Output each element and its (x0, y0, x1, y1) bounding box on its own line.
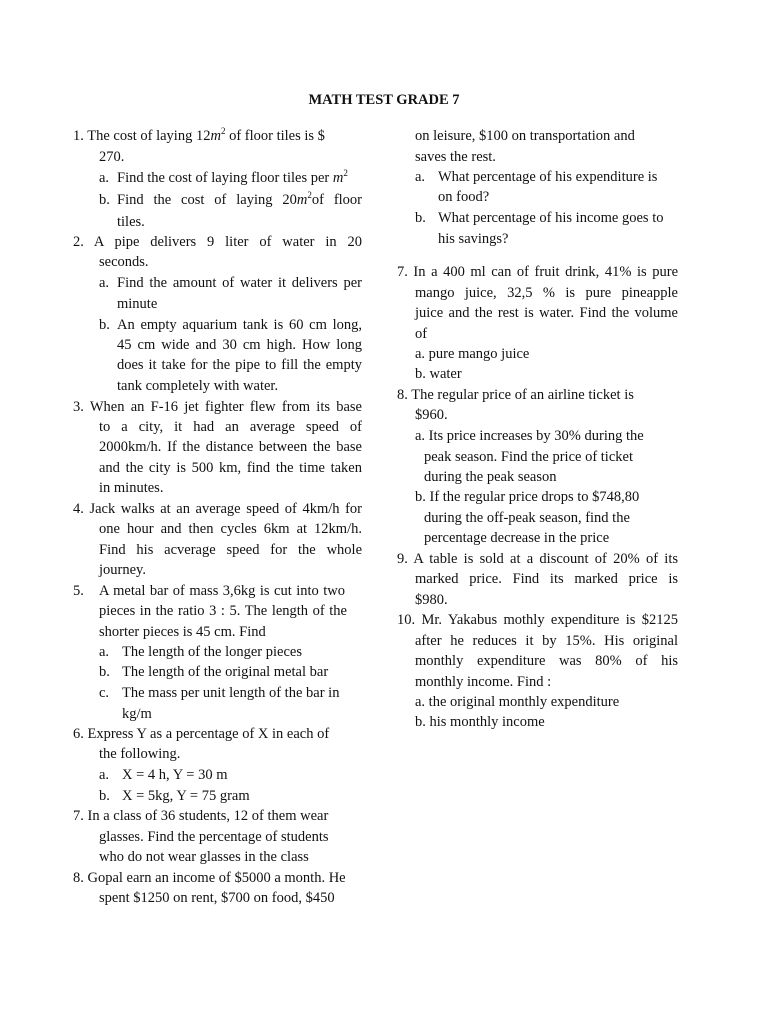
q2-b-line-1: An empty aquarium tank is 60 cm long, (117, 317, 362, 333)
q10-line-1: 10. Mr. Yakabus mothly expenditure is $2125 (397, 612, 678, 628)
q7b-a: a. pure mango juice (415, 346, 530, 362)
q7b-line-3: juice and the rest is water. Find the volume (415, 305, 678, 321)
q2-b-line-4: tank completely with water. (117, 378, 279, 394)
q3-line-5: in minutes. (99, 480, 164, 496)
q8c-a-marker: a. (415, 169, 426, 185)
q8b-b-line-1: b. If the regular price drops to $748,80 (415, 489, 640, 505)
q3-line-1: 3. When an F-16 jet fighter flew from its base (73, 399, 362, 415)
q1-a-label: Find the cost of laying floor tiles per (117, 170, 333, 186)
q4-line-2: one hour and then cycles 6km at 12km/h. (99, 521, 362, 537)
q1-text: 1. The cost of laying (73, 128, 196, 144)
q5-c-marker: c. (99, 685, 110, 701)
q7b-line-4: of (415, 326, 428, 342)
q7-line-1: 7. In a class of 36 students, 12 of them wear (73, 808, 329, 824)
q2-line-2: seconds. (99, 254, 149, 270)
q8b-line-2: $960. (415, 407, 448, 423)
q5-b-marker: b. (99, 664, 110, 680)
q6-line-2: the following. (99, 746, 181, 762)
q1-b-number: 20 (282, 192, 297, 208)
q8c-b-line-2: his savings? (438, 231, 509, 247)
q6-a-text: X = 4 h, Y = 30 m (122, 767, 228, 783)
q1-area-number: 12 (195, 128, 211, 144)
q10-line-4: monthly income. Find : (415, 674, 552, 690)
q10-line-3: monthly expenditure was 80% of his (415, 653, 678, 669)
q5-c-line-2: kg/m (122, 706, 152, 722)
q8b-a-line-3: during the peak season (424, 469, 557, 485)
q3-line-4: and the city is 500 km, find the time taken (99, 460, 362, 476)
q1-b-label-end: of floor (311, 192, 362, 208)
q6-line-1: 6. Express Y as a percentage of X in each of (73, 726, 330, 742)
q5-line-2: pieces in the ratio 3 : 5. The length of the (99, 603, 347, 619)
q5-a-marker: a. (99, 644, 110, 660)
q1-b-unit: m (296, 192, 308, 208)
q1-a-marker: a. (99, 170, 110, 186)
q2-b-line-3: does it take for the pipe to fill the empty (117, 357, 362, 373)
q10-line-2: after he reduces it by 15%. His original (415, 633, 678, 649)
q9-line-2: marked price. Find its marked price is (415, 571, 678, 587)
q6-b-marker: b. (99, 788, 110, 804)
q7b-line-2: mango juice, 32,5 % is pure pineapple (415, 285, 678, 301)
q1-a-unit: m (332, 170, 344, 186)
q6-a-marker: a. (99, 767, 110, 783)
q1-b-text-2: tiles. (117, 214, 145, 230)
page-title: MATH TEST GRADE 7 (308, 92, 460, 108)
q8c-line-1: on leisure, $100 on transportation and (415, 128, 635, 144)
q1-line-1 (73, 126, 325, 147)
q8b-line-1: 8. The regular price of an airline ticket is (397, 387, 634, 403)
q7-line-2: glasses. Find the percentage of students (99, 829, 329, 845)
q2-line-1: 2. A pipe delivers 9 liter of water in 20 (73, 234, 362, 250)
q5-line-3: shorter pieces is 45 cm. Find (99, 624, 266, 640)
q1-a-text (117, 168, 348, 189)
q1-b-label: Find the cost of laying (117, 192, 283, 208)
q8c-b-marker: b. (415, 210, 426, 226)
q2-a-marker: a. (99, 275, 110, 291)
q7b-b: b. water (415, 366, 462, 382)
q4-line-4: journey. (99, 562, 146, 578)
q2-b-line-2: 45 cm wide and 30 cm high. How long (117, 337, 362, 353)
q8b-a-line-1: a. Its price increases by 30% during the (415, 428, 644, 444)
q5-b-text: The length of the original metal bar (122, 664, 329, 680)
q8c-a-line-1: What percentage of his expenditure is (438, 169, 658, 185)
q10-b: b. his monthly income (415, 714, 545, 730)
q8b-b-line-2: during the off-peak season, find the (424, 510, 630, 526)
q1-text-end: of floor tiles is $ (225, 128, 325, 144)
q9-line-1: 9. A table is sold at a discount of 20% of its (397, 551, 678, 567)
q8c-line-2: saves the rest. (415, 149, 496, 165)
q1-b-text (117, 190, 362, 211)
q1-area-unit: m (210, 128, 221, 144)
q6-b-text: X = 5kg, Y = 75 gram (122, 788, 250, 804)
q5-line-1: A metal bar of mass 3,6kg is cut into two (99, 583, 345, 599)
q8-line-1: 8. Gopal earn an income of $5000 a month. He (73, 870, 346, 886)
q8c-a-line-2: on food? (438, 189, 490, 205)
q8-line-2: spent $1250 on rent, $700 on food, $450 (99, 890, 335, 906)
q10-a: a. the original monthly expenditure (415, 694, 620, 710)
q4-line-3: Find his acverage speed for the whole (99, 542, 362, 558)
q2-b-marker: b. (99, 317, 110, 333)
q4-line-1: 4. Jack walks at an average speed of 4km/h for (73, 501, 362, 517)
q1-line-2: 270. (99, 149, 125, 165)
q3-line-2: to a city, it had an average speed of (99, 419, 362, 435)
q1-a-exponent: 2 (343, 168, 348, 178)
q7b-line-1: 7. In a 400 ml can of fruit drink, 41% is pure (397, 264, 678, 280)
q3-line-3: 2000km/h. If the distance between the base (99, 439, 362, 455)
q1-b-exponent: 2 (307, 190, 312, 200)
q1-b-marker: b. (99, 192, 110, 208)
q5-a-text: The length of the longer pieces (122, 644, 302, 660)
q8c-b-line-1: What percentage of his income goes to (438, 210, 664, 226)
q2-a-line-2: minute (117, 296, 158, 312)
q8b-a-line-2: peak season. Find the price of ticket (424, 449, 633, 465)
q8b-b-line-3: percentage decrease in the price (424, 530, 610, 546)
q1-area-exponent: 2 (220, 126, 226, 136)
q2-a-line-1: Find the amount of water it delivers per (117, 275, 362, 291)
q9-line-3: $980. (415, 592, 448, 608)
q5-number: 5. (73, 583, 84, 599)
q5-c-line-1: The mass per unit length of the bar in (122, 685, 340, 701)
q7-line-3: who do not wear glasses in the class (99, 849, 309, 865)
